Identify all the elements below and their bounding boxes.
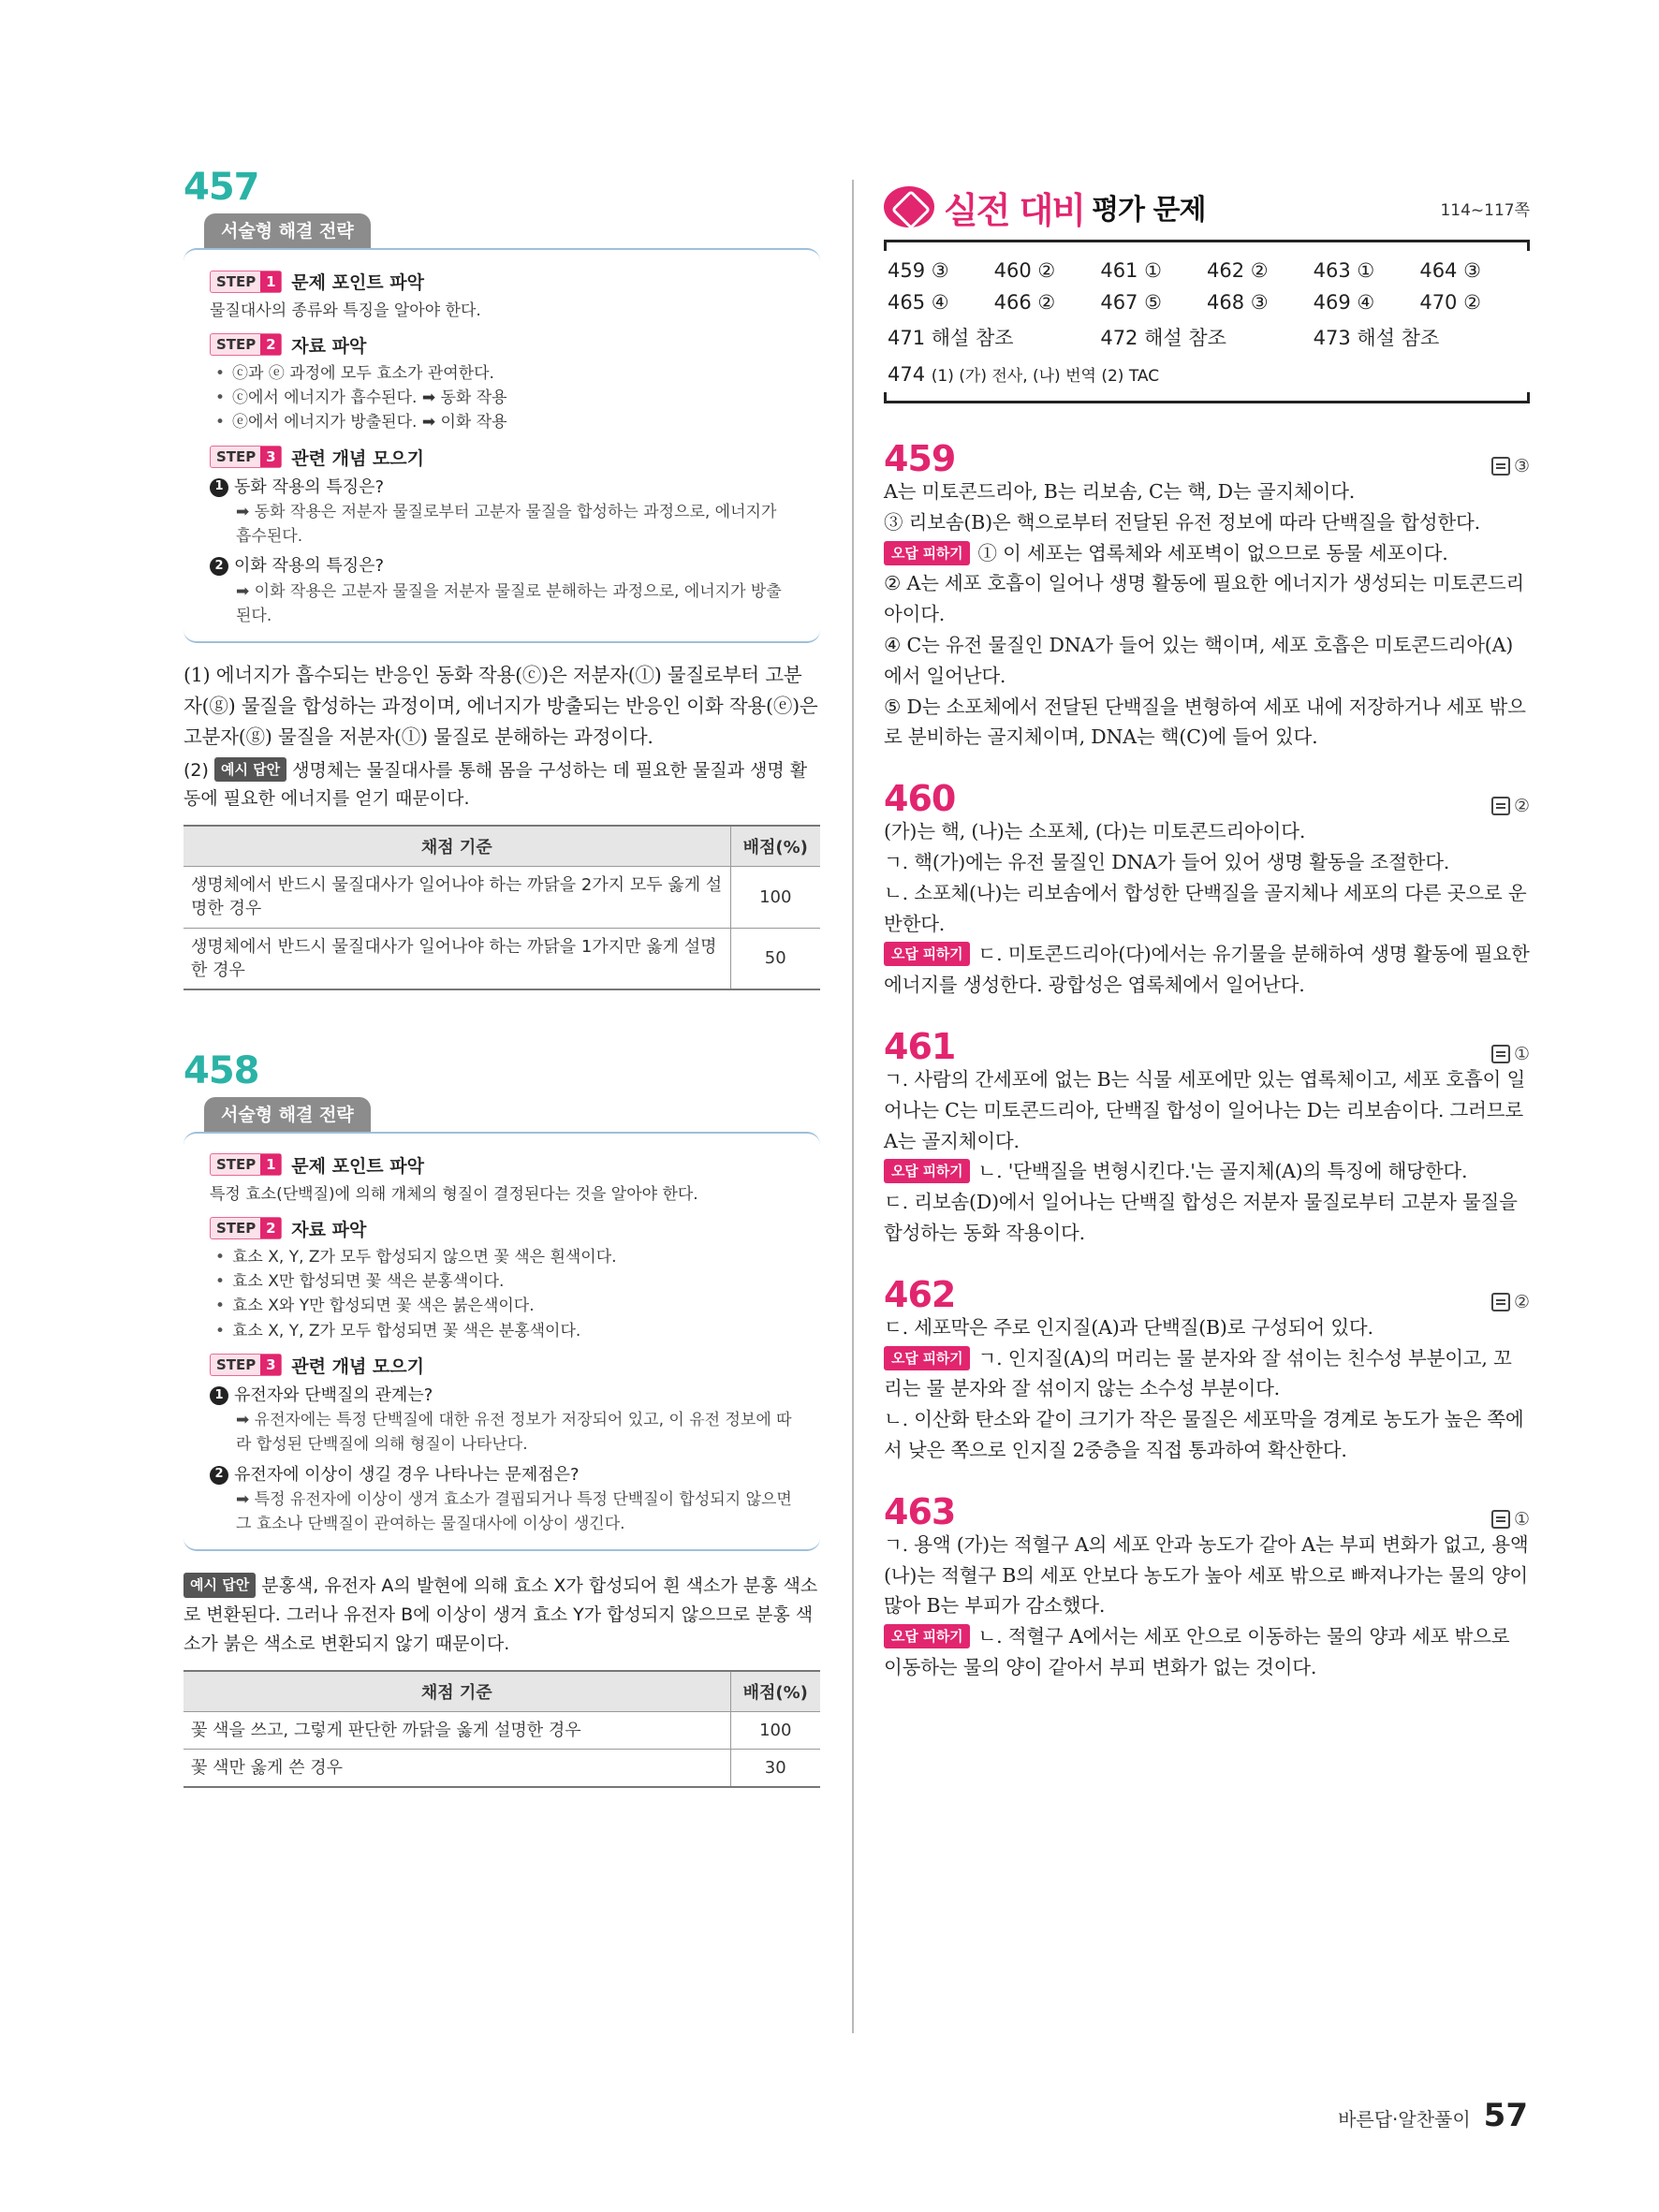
answer-key-item: 461 ① xyxy=(1100,259,1162,282)
answer-mark: ② xyxy=(1491,796,1530,816)
question-header-463 xyxy=(884,1490,1530,1532)
step-badge: STEP 1 xyxy=(210,271,282,293)
question-header-462 xyxy=(884,1273,1530,1315)
explanation: ㄱ. 용액 (가)는 적혈구 A의 세포 안과 농도가 같아 A는 부피 변화가 없고, 용액 (나)는 적혈구 B의 세포 안보다 농도가 높아 세포 밖으로 빠져나가는 물의 양이 많아 B는 부피가 감소했다. 오답 피하기 ㄴ. 적혈구 A에서는 세포 안으로 이동하는 물의 양과 세포 밖으로 이동하는 물의 양이 같아서 부피 변화가 없는 것이다. xyxy=(884,1532,1529,1678)
step-badge: STEP 2 xyxy=(210,333,282,356)
answer-474: 474 (1) (가) 전사, (나) 번역 (2) TAC xyxy=(888,363,1160,386)
concept-answer: ➡ 동화 작용은 저분자 물질로부터 고분자 물질을 합성하는 과정으로, 에너지가 흡수된다. xyxy=(236,502,777,547)
answer-key-item: 464 ③ xyxy=(1419,259,1481,282)
question-number: 463 xyxy=(884,1490,956,1532)
concept-question: 1 동화 작용의 특징은? xyxy=(210,476,794,500)
answer-key-item: 468 ③ xyxy=(1206,291,1269,314)
step-title: 문제 포인트 파악 xyxy=(291,1155,424,1177)
table-row: 꽃 색을 쓰고, 그렇게 판단한 까닭을 옳게 설명한 경우 100 xyxy=(184,1711,820,1749)
question-number: 460 xyxy=(884,778,956,820)
answer-icon xyxy=(1491,1293,1510,1311)
table-row: 생명체에서 반드시 물질대사가 일어나야 하는 까닭을 2가지 모두 옳게 설명한 경우 100 xyxy=(184,867,820,928)
step-title: 문제 포인트 파악 xyxy=(291,272,424,293)
question-number-457: 457 xyxy=(184,166,259,209)
answer-text: (2) 예시 답안 생명체는 물질대사를 통해 몸을 구성하는 데 필요한 물질과 생명 활동에 필요한 에너지를 얻기 때문이다. xyxy=(184,756,820,814)
answer-key-item: 470 ② xyxy=(1419,291,1481,314)
answer-key-item: 462 ② xyxy=(1206,259,1269,282)
strategy-tab: 서술형 해결 전략 xyxy=(204,1097,371,1132)
list-item: • ⓒ과 ⓔ 과정에 모두 효소가 관여한다. xyxy=(210,361,794,386)
wrong-answer-tag: 오답 피하기 xyxy=(884,541,970,565)
list-item: • 효소 X만 합성되면 꽃 색은 분홍색이다. xyxy=(210,1269,794,1294)
concept-question: 2 이화 작용의 특징은? xyxy=(210,554,794,579)
concept-question: 2 유전자에 이상이 생길 경우 나타나는 문제점은? xyxy=(210,1463,794,1487)
right-column xyxy=(884,180,1530,1683)
step3-row xyxy=(210,445,794,470)
answer-key-item: 466 ② xyxy=(993,291,1056,314)
list-item: • ⓒ에서 에너지가 흡수된다. ➡ 동화 작용 xyxy=(210,386,794,410)
list-item: • ⓔ에서 에너지가 방출된다. ➡ 이화 작용 xyxy=(210,410,794,434)
step-title: 자료 파악 xyxy=(291,335,367,357)
answer-icon xyxy=(1491,1510,1510,1529)
eval-pages: 114~117쪽 xyxy=(1440,201,1530,220)
step-text: 물질대사의 종류와 특징을 알아야 한다. xyxy=(210,301,481,320)
step1-row xyxy=(210,269,794,294)
explanation: ㄷ. 세포막은 주로 인지질(A)과 단백질(B)로 구성되어 있다. 오답 피하기 ㄱ. 인지질(A)의 머리는 물 분자와 잘 섞이는 친수성 부분이고, 꼬리는 물 분자와 잘 섞이지 않는 소수성 부분이다. ㄴ. 이산화 탄소와 같이 크기가 작은 물질은 세포막을 경계로 농도가 높은 쪽에서 낮은 쪽으로 인지질 2중층을 직접 통과하여 확산한다. xyxy=(884,1315,1524,1461)
answer-key-item: 473 해설 참조 xyxy=(1313,327,1440,349)
step1-row xyxy=(210,1152,794,1178)
answer-icon xyxy=(1491,1045,1510,1063)
example-answer-tag: 예시 답안 xyxy=(214,757,286,782)
answer-key-item: 472 해설 참조 xyxy=(1100,327,1226,349)
question-header-459 xyxy=(884,438,1530,479)
answer-key-item: 467 ⑤ xyxy=(1100,291,1162,314)
answer-icon xyxy=(1491,457,1510,476)
list-item: • 효소 X, Y, Z가 모두 합성되지 않으면 꽃 색은 흰색이다. xyxy=(210,1245,794,1269)
eval-title-pink: 실전 대비 xyxy=(944,189,1085,231)
wrong-answer-tag: 오답 피하기 xyxy=(884,1624,970,1648)
step-badge: STEP 1 xyxy=(210,1153,282,1176)
page-footer xyxy=(1338,2097,1528,2134)
step-title: 관련 개념 모으기 xyxy=(291,447,424,469)
wrong-answer-tag: 오답 피하기 xyxy=(884,1159,970,1183)
explanation: ㄱ. 사람의 간세포에 없는 B는 식물 세포에만 있는 엽록체이고, 세포 호흡이 일어나는 C는 미토콘드리아, 단백질 합성이 일어나는 D는 리보솜이다. 그러므로 A는 골지체이다. 오답 피하기 ㄴ. '단백질을 변형시킨다.'는 골지체(A)의 특징에 해당한다. ㄷ. 리보솜(D)에서 일어나는 단백질 합성은 저분자 물질로부터 고분자 물질을 합성하는 동화 작용이다. xyxy=(884,1067,1526,1244)
strategy-tab: 서술형 해결 전략 xyxy=(204,213,371,248)
question-number: 461 xyxy=(884,1025,956,1067)
wrong-answer-tag: 오답 피하기 xyxy=(884,942,970,966)
eval-title: 평가 문제 xyxy=(1092,194,1206,227)
step2-row xyxy=(210,332,794,358)
answer-key-item: 469 ④ xyxy=(1313,291,1375,314)
question-header-461 xyxy=(884,1025,1530,1067)
table-row: 꽃 색만 옳게 쓴 경우 30 xyxy=(184,1749,820,1787)
question-header-460 xyxy=(884,778,1530,820)
step-text: 특정 효소(단백질)에 의해 개체의 형질이 결정된다는 것을 알아야 한다. xyxy=(210,1184,698,1204)
step-badge: STEP 3 xyxy=(210,1354,282,1376)
answer-icon xyxy=(1491,797,1510,815)
concept-answer: ➡ 유전자에는 특정 단백질에 대한 유전 정보가 저장되어 있고, 이 유전 정보에 따라 합성된 단백질에 의해 형질이 나타난다. xyxy=(236,1411,792,1455)
left-column xyxy=(184,168,820,1788)
table-row: 생명체에서 반드시 물질대사가 일어나야 하는 까닭을 1가지만 옳게 설명한 경우 50 xyxy=(184,928,820,989)
step-title: 관련 개념 모으기 xyxy=(291,1355,424,1377)
footer-label: 바른답·알찬풀이 xyxy=(1338,2108,1471,2131)
eval-header xyxy=(884,180,1530,234)
answer-text: 예시 답안 분홍색, 유전자 A의 발현에 의해 효소 X가 합성되어 흰 색소가 분홍 색소로 변환된다. 그러나 유전자 B에 이상이 생겨 효소 Y가 합성되지 않으므로 분홍 색소가 붉은 색소로 변환되지 않기 때문이다. xyxy=(184,1572,820,1658)
concept-answer: ➡ 이화 작용은 고분자 물질을 저분자 물질로 분해하는 과정으로, 에너지가 방출된다. xyxy=(236,581,782,625)
answer-text: (1) 에너지가 흡수되는 반응인 동화 작용(ⓒ)은 저분자(ⓛ) 물질로부터 고분자(ⓖ) 물질을 합성하는 과정이며, 에너지가 방출되는 반응인 이화 작용(ⓔ)은 고분자(ⓖ) 물질을 저분자(ⓛ) 물질로 분해하는 과정이다. xyxy=(184,664,818,748)
answer-key-item: 459 ③ xyxy=(888,259,949,282)
question-number: 459 xyxy=(884,438,956,479)
scoring-table: 채점 기준 배점(%) 꽃 색을 쓰고, 그렇게 판단한 까닭을 옳게 설명한 경우 100 꽃 색만 옳게 쓴 경우 30 xyxy=(184,1670,820,1788)
wrong-answer-tag: 오답 피하기 xyxy=(884,1346,970,1370)
page-number: 57 xyxy=(1483,2097,1528,2134)
question-number-458: 458 xyxy=(184,1048,259,1092)
explanation: (가)는 핵, (나)는 소포체, (다)는 미토콘드리아이다. ㄱ. 핵(가)에는 유전 물질인 DNA가 들어 있어 생명 활동을 조절한다. ㄴ. 소포체(나)는 리보솜에서 합성한 단백질을 골지체나 세포의 다른 곳으로 운반한다. 오답 피하기 ㄷ. 미토콘드리아(다)에서는 유기물을 분해하여 생명 활동에 필요한 에너지를 생성한다. 광합성은 엽록체에서 일어난다. xyxy=(884,820,1530,997)
concept-answer: ➡ 특정 유전자에 이상이 생겨 효소가 결핍되거나 특정 단백질이 합성되지 않으면 그 효소나 단백질이 관여하는 물질대사에 이상이 생긴다. xyxy=(236,1489,792,1534)
strategy-box-457 xyxy=(184,248,820,643)
strategy-box-458 xyxy=(184,1132,820,1552)
list-item: • 효소 X, Y, Z가 모두 합성되면 꽃 색은 분홍색이다. xyxy=(210,1319,794,1343)
list-item: • 효소 X와 Y만 합성되면 꽃 색은 붉은색이다. xyxy=(210,1294,794,1318)
explanation: A는 미토콘드리아, B는 리보솜, C는 핵, D는 골지체이다. ③ 리보솜(B)은 핵으로부터 전달된 유전 정보에 따라 단백질을 합성한다. 오답 피하기 ① 이 세포는 엽록체와 세포벽이 없으므로 동물 세포이다. ② A는 세포 호흡이 일어나 생명 활동에 필요한 에너지가 생성되는 미토콘드리아이다. ④ C는 유전 물질인 DNA가 들어 있는 핵이며, 세포 호흡은 미토콘드리아(A)에서 일어난다. ⑤ D는 소포체에서 전달된 단백질을 변형하여 세포 내에 저장하거나 세포 밖으로 분비하는 골지체이며, DNA는 핵(C)에 들어 있다. xyxy=(884,480,1526,749)
step3-row xyxy=(210,1353,794,1378)
answer-grid xyxy=(888,259,1526,314)
step-badge: STEP 3 xyxy=(210,446,282,468)
step2-row xyxy=(210,1216,794,1241)
answer-key-box xyxy=(884,240,1530,403)
answer-mark: ① xyxy=(1491,1509,1530,1530)
example-answer-tag: 예시 답안 xyxy=(184,1573,256,1597)
answer-row xyxy=(888,323,1526,351)
eval-logo-icon xyxy=(884,186,934,227)
answer-mark: ② xyxy=(1491,1292,1530,1312)
column-divider xyxy=(852,180,854,2033)
answer-mark: ③ xyxy=(1491,456,1530,476)
answer-key-item: 460 ② xyxy=(993,259,1056,282)
answer-key-item: 463 ① xyxy=(1313,259,1375,282)
answer-key-item: 465 ④ xyxy=(888,291,949,314)
step-badge: STEP 2 xyxy=(210,1217,282,1239)
answer-mark: ① xyxy=(1491,1044,1530,1064)
scoring-table: 채점 기준 배점(%) 생명체에서 반드시 물질대사가 일어나야 하는 까닭을 2가지 모두 옳게 설명한 경우 100 생명체에서 반드시 물질대사가 일어나야 하는 까닭을 1가지만 옳게 설명한 경우 50 xyxy=(184,825,820,990)
question-number: 462 xyxy=(884,1273,956,1315)
step-title: 자료 파악 xyxy=(291,1219,367,1240)
concept-question: 1 유전자와 단백질의 관계는? xyxy=(210,1384,794,1408)
answer-key-item: 471 해설 참조 xyxy=(888,327,1014,349)
